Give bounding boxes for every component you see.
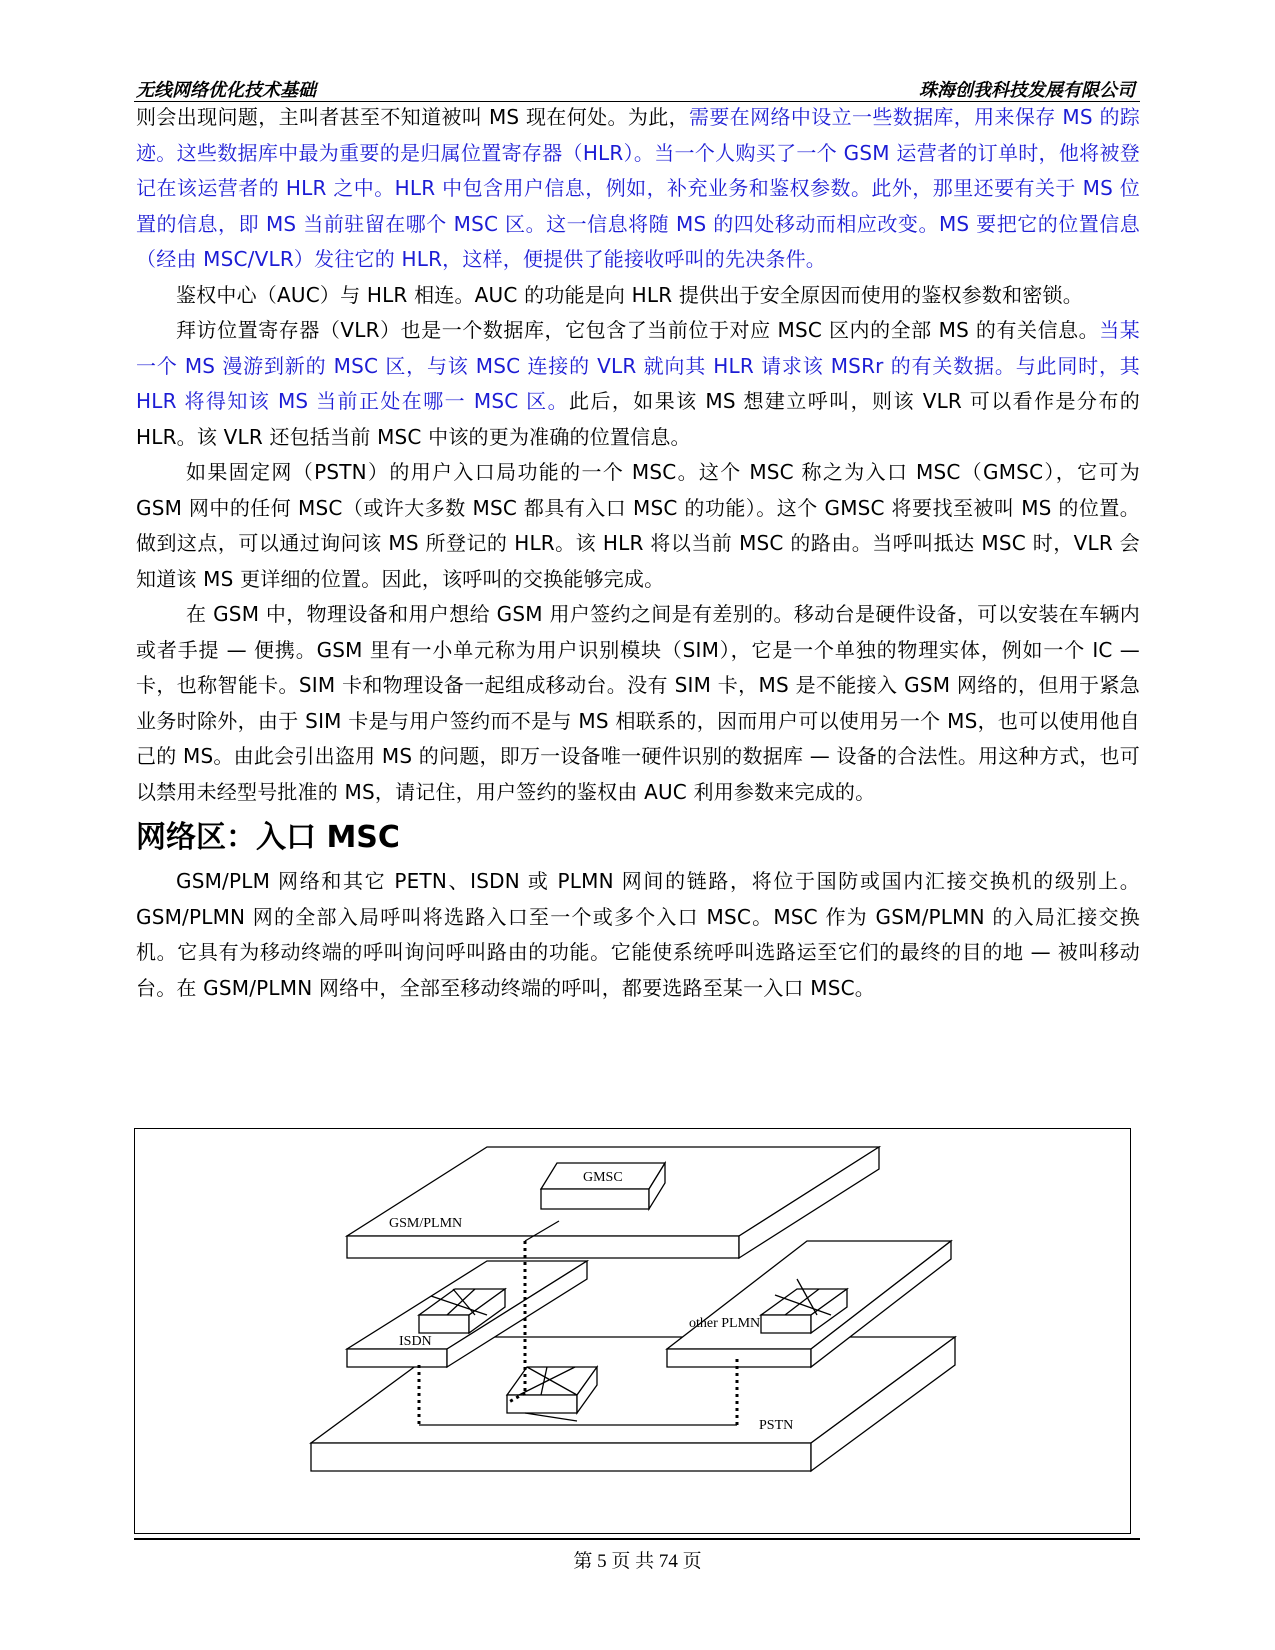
paragraph-vlr-highlight: 当某一个 MS 漫游到新的 MSC 区，与该 MSC 连接的 VLR 就向其 HLR 请求该 MSRr 的有关数据。与此同时，其 HLR 将得知该 MS 当前正处在哪一 MSC 区。 [136, 318, 1140, 413]
paragraph-vlr-rest: 此后，如果该 MS 想建立呼叫，则该 VLR 可以看作是分布的 HLR。该 VLR 还包括当前 MSC 中该的更为准确的位置信息。 [136, 389, 1140, 449]
page-number: 第 5 页 共 74 页 [573, 1551, 702, 1572]
paragraph-gmsc: 如果固定网（PSTN）的用户入口局功能的一个 MSC。这个 MSC 称之为入口 MSC（GMSC），它可为 GSM 网中的任何 MSC（或许大多数 MSC 都具有入口 MSC 的功能）。这个 GMSC 将要找至被叫 MS 的位置。做到这点，可以通过询问该 MS 所登记的 HLR。该 HLR 将以当前 MSC 的路由。当呼叫抵达 MSC 时，VLR 会知道该 MS 更详细的位置。因此，该呼叫的交换能够完成。 [136, 460, 1140, 591]
section-heading: 网络区：入口 MSC [136, 820, 400, 855]
isdn-label: ISDN [399, 1334, 432, 1349]
paragraph-vlr-intro: 拜访位置寄存器（VLR）也是一个数据库，它包含了当前位于对应 MSC 区内的全部 MS 的有关信息。 [176, 318, 1100, 342]
paragraph-sim: 在 GSM 中，物理设备和用户想给 GSM 用户签约之间是有差别的。移动台是硬件设备，可以安装在车辆内或者手提 — 便携。GSM 里有一小单元称为用户识别模块（SIM），它是一个单独的物理实体，例如一个 IC — 卡，也称智能卡。SIM 卡和物理设备一起组成移动台。没有 SIM 卡，MS 是不能接入 GSM 网络的，但用于紧急业务时除外，由于 SIM 卡是与用户签约而不是与 MS 相联系的，因而用户可以使用另一个 MS，也可以使用他自己的 MS。由此会引出盗用 MS 的问题，即万一设备唯一硬件识别的数据库 — 设备的合法性。用这种方式，也可以禁用未经型号批准的 MS，请记住，用户签约的鉴权由 AUC 利用参数来完成的。 [136, 602, 1140, 804]
other-plmn-label: other PLMN [689, 1316, 761, 1331]
gmsc-label: GMSC [583, 1170, 623, 1185]
header-title-right: 珠海创我科技发展有限公司 [919, 80, 1135, 101]
document-body [136, 100, 1140, 1006]
network-diagram [134, 1128, 1131, 1534]
network-diagram-svg [135, 1129, 1132, 1535]
header-title-left: 无线网络优化技术基础 [136, 80, 316, 101]
paragraph-hlr-highlight: 需要在网络中设立一些数据库，用来保存 MS 的踪迹。这些数据库中最为重要的是归属位置寄存器（HLR）。当一个人购买了一个 GSM 运营者的订单时，他将被登记在该运营者的 HLR 之中。HLR 中包含用户信息，例如，补充业务和鉴权参数。此外，那里还要有关于 MS 位置的信息，即 MS 当前驻留在哪个 MSC 区。这一信息将随 MS 的四处移动而相应改变。MS 要把它的位置信息（经由 MSC/VLR）发往它的 HLR，这样，便提供了能接收呼叫的先决条件。 [136, 105, 1141, 271]
paragraph-auc: 鉴权中心（AUC）与 HLR 相连。AUC 的功能是向 HLR 提供出于安全原因而使用的鉴权参数和密锁。 [176, 282, 1083, 307]
paragraph-gateway-msc: GSM/PLM 网络和其它 PETN、ISDN 或 PLMN 网间的链路，将位于国防或国内汇接交换机的级别上。GSM/PLMN 网的全部入局呼叫将选路入口至一个或多个入口 MSC。MSC 作为 GSM/PLMN 的入局汇接交换机。它具有为移动终端的呼叫询问呼叫路由的功能。它能使系统呼叫选路运至它们的最终的目的地 — 被叫移动台。在 GSM/PLMN 网络中，全部至移动终端的呼叫，都要选路至某一入口 MSC。 [136, 869, 1140, 1000]
paragraph-hlr-intro: 则会出现问题，主叫者甚至不知道被叫 MS 现在何处。为此， [136, 105, 690, 129]
pstn-label: PSTN [759, 1418, 794, 1433]
paragraph-hlr [136, 100, 1140, 278]
gsm-plmn-label: GSM/PLMN [389, 1216, 463, 1231]
paragraph-vlr [136, 313, 1140, 455]
footer-divider [134, 1538, 1140, 1540]
